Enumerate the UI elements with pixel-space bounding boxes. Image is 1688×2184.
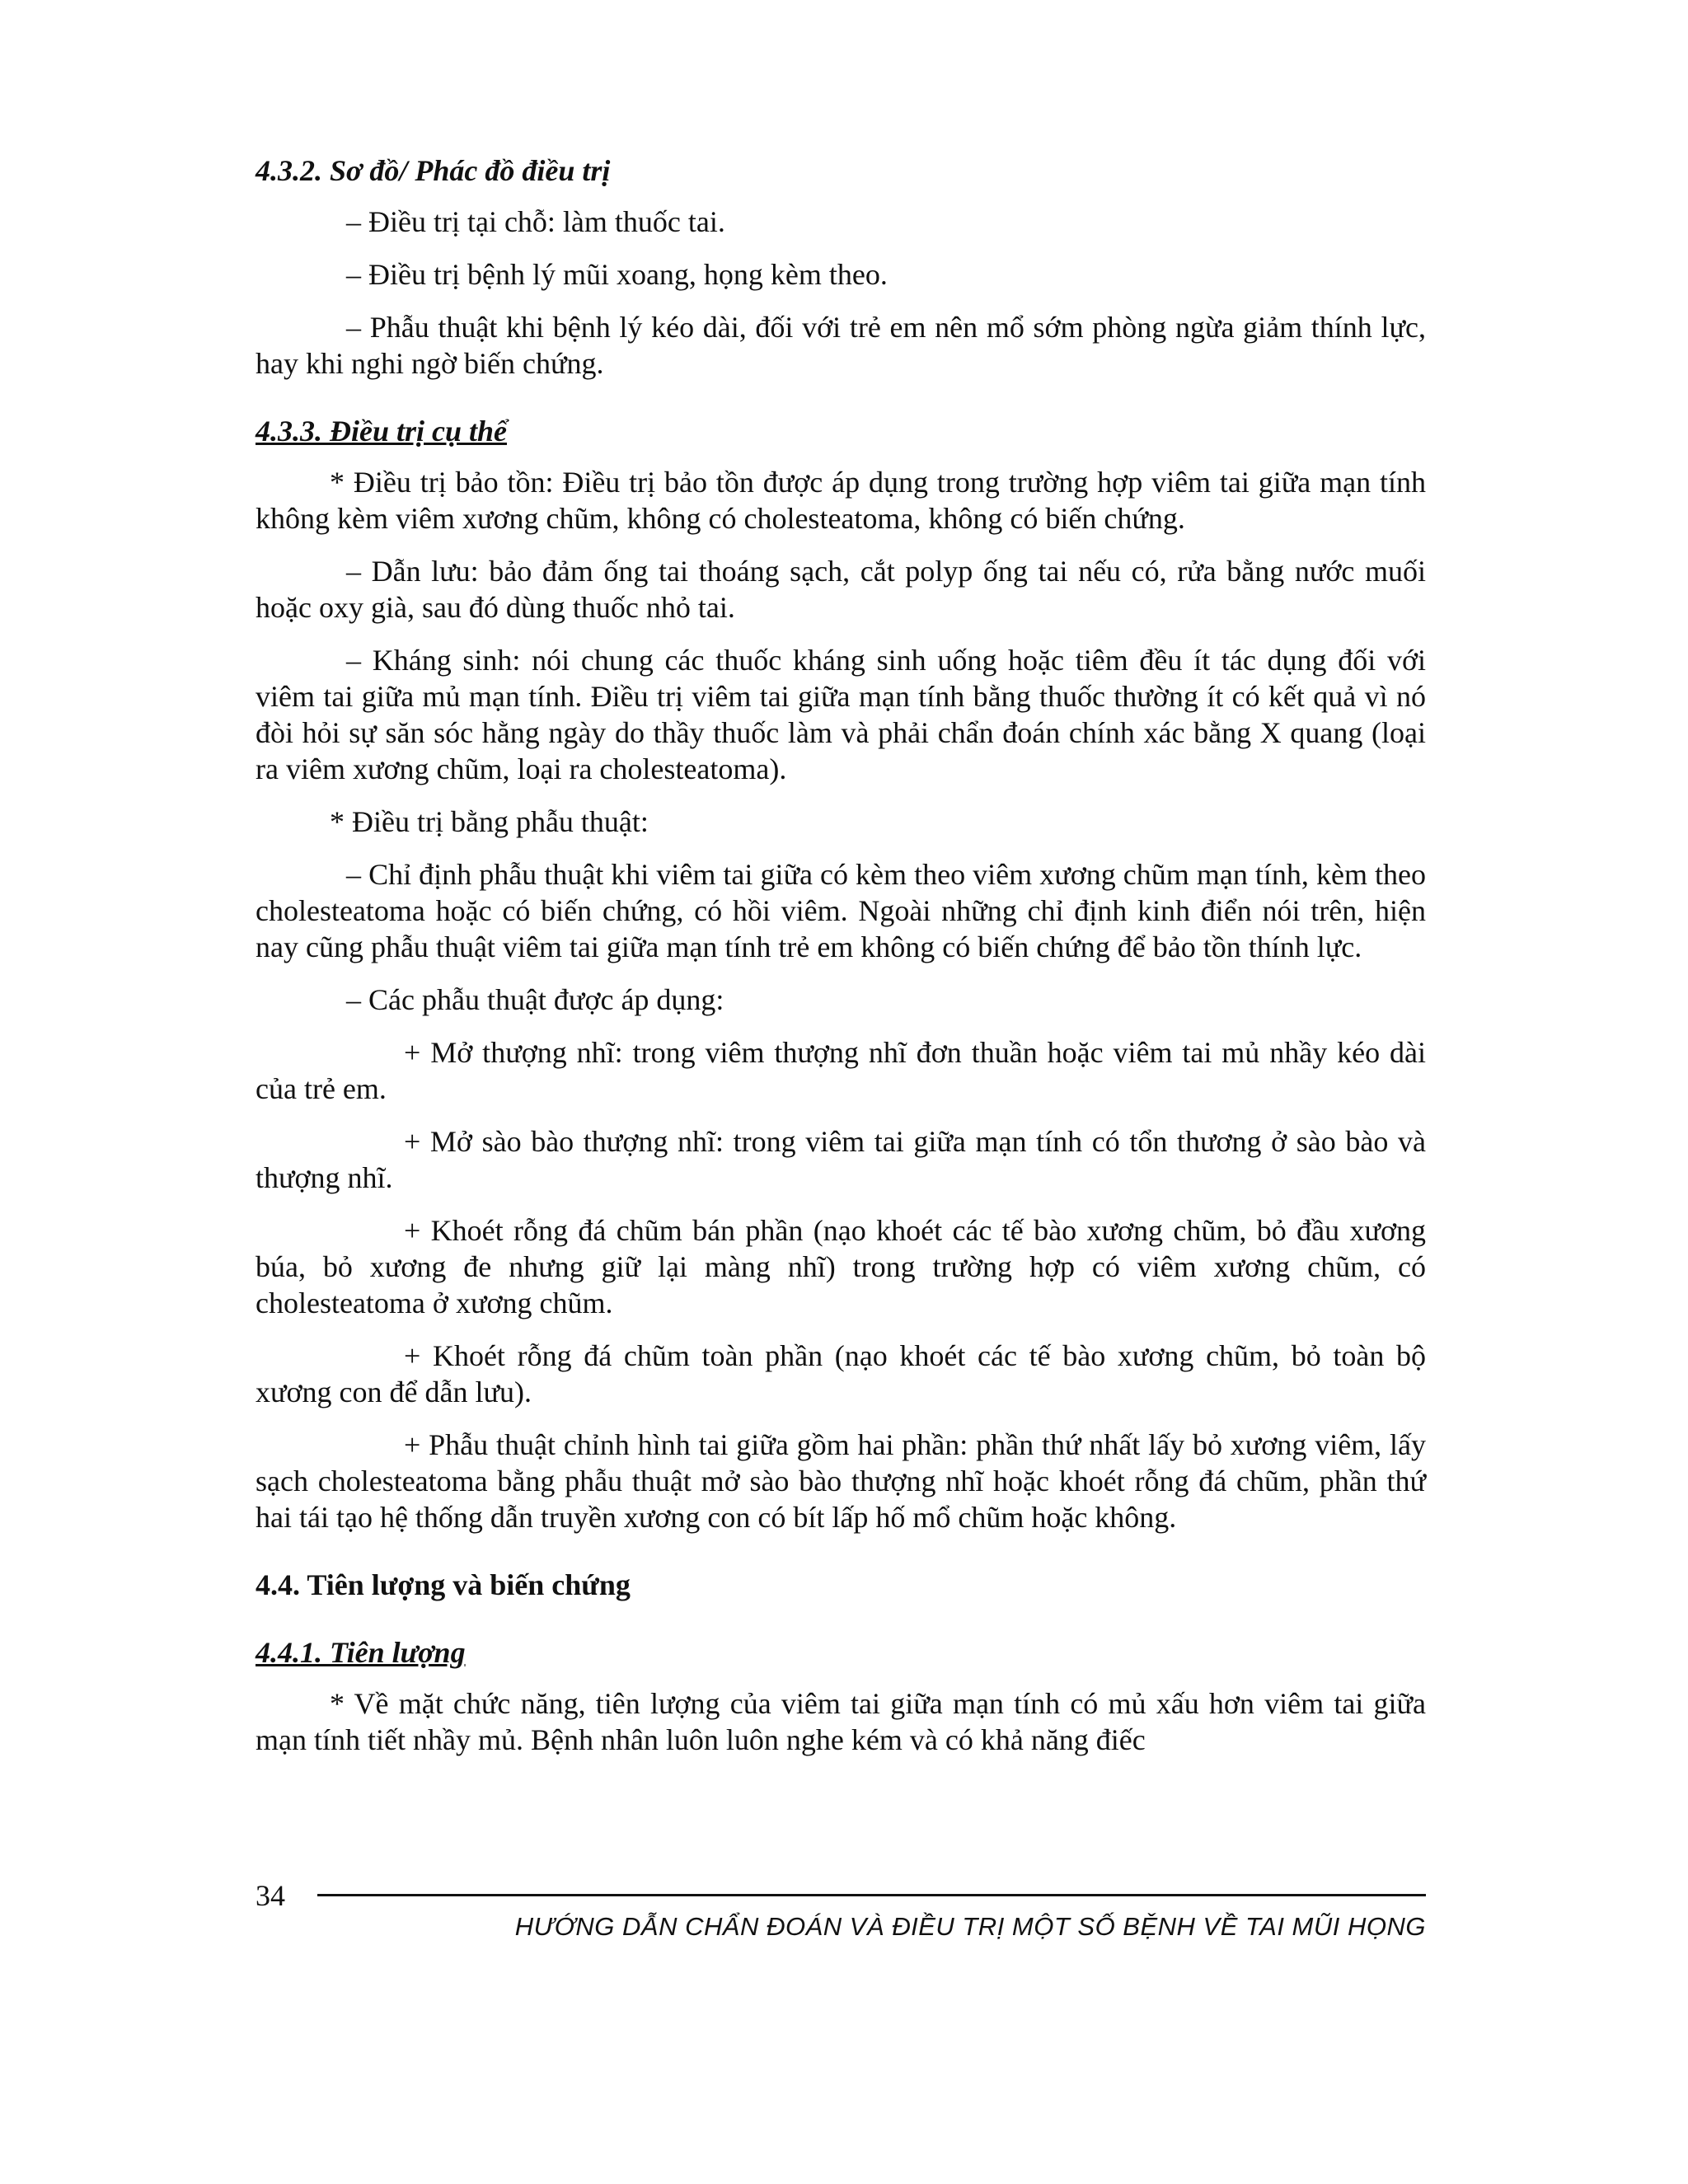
conservative-treatment-paragraph: * Điều trị bảo tồn: Điều trị bảo tồn được áp dụng trong trường hợp viêm tai giữa mạn tính không kèm viêm xương chũm, không có cholesteatoma, không có biến chứng. <box>256 466 1426 535</box>
footer-book-title: HƯỚNG DẪN CHẨN ĐOÁN VÀ ĐIỀU TRỊ MỘT SỐ BỆNH VỀ TAI MŨI HỌNG <box>514 1912 1426 1941</box>
list-item: + Phẫu thuật chỉnh hình tai giữa gồm hai phần: phần thứ nhất lấy bỏ xương viêm, lấy sạch cholesteatoma bằng phẫu thuật mở sào bào thượng nhĩ hoặc khoét rỗng đá chũm, phần thứ hai tái tạo hệ thống dẫn truyền xương con có bít lấp hố mổ chũm hoặc không. <box>256 1428 1426 1534</box>
heading-4-3-3: 4.3.3. Điều trị cụ thể <box>256 415 508 448</box>
list-item: – Điều trị tại chỗ: làm thuốc tai. <box>346 205 725 238</box>
list-item: + Khoét rỗng đá chũm toàn phần (nạo khoét các tế bào xương chũm, bỏ toàn bộ xương con để dẫn lưu). <box>256 1339 1426 1408</box>
list-item: + Mở sào bào thượng nhĩ: trong viêm tai giữa mạn tính có tổn thương ở sào bào và thượng nhĩ. <box>256 1125 1426 1194</box>
list-item: + Khoét rỗng đá chũm bán phần (nạo khoét các tế bào xương chũm, bỏ đầu xương búa, bỏ xương đe nhưng giữ lại màng nhĩ) trong trường hợp có viêm xương chũm, có cholesteatoma ở xương chũm. <box>256 1214 1426 1319</box>
antibiotics-paragraph: – Kháng sinh: nói chung các thuốc kháng sinh uống hoặc tiêm đều ít tác dụng đối với viêm tai giữa mủ mạn tính. Điều trị viêm tai giữa mạn tính bằng thuốc thường ít có kết quả vì nó đòi hỏi sự săn sóc hằng ngày do thầy thuốc làm và phải chẩn đoán chính xác bằng X quang (loại ra viêm xương chũm, loại ra cholesteatoma). <box>256 644 1426 785</box>
page-number: 34 <box>256 1879 285 1912</box>
surgery-types-intro: – Các phẫu thuật được áp dụng: <box>346 983 724 1016</box>
list-item: + Mở thượng nhĩ: trong viêm thượng nhĩ đơn thuần hoặc viêm tai mủ nhầy kéo dài của trẻ em. <box>256 1036 1426 1105</box>
drainage-paragraph: – Dẫn lưu: bảo đảm ống tai thoáng sạch, cắt polyp ống tai nếu có, rửa bằng nước muối hoặc oxy già, sau đó dùng thuốc nhỏ tai. <box>256 555 1426 624</box>
prognosis-paragraph: * Về mặt chức năng, tiên lượng của viêm tai giữa mạn tính có mủ xấu hơn viêm tai giữa mạn tính tiết nhầy mủ. Bệnh nhân luôn luôn nghe kém và có khả năng điếc <box>256 1687 1426 1756</box>
list-item: – Điều trị bệnh lý mũi xoang, họng kèm theo. <box>346 258 888 291</box>
heading-4-3-2: 4.3.2. Sơ đồ/ Phác đồ điều trị <box>256 154 611 187</box>
footer-divider <box>317 1894 1426 1896</box>
list-item: – Phẫu thuật khi bệnh lý kéo dài, đối với trẻ em nên mổ sớm phòng ngừa giảm thính lực, hay khi nghi ngờ biến chứng. <box>256 311 1426 380</box>
surgery-intro: * Điều trị bằng phẫu thuật: <box>330 805 649 838</box>
page-body <box>256 152 1426 1758</box>
surgery-indication-paragraph: – Chỉ định phẫu thuật khi viêm tai giữa có kèm theo viêm xương chũm mạn tính, kèm theo cholesteatoma hoặc có biến chứng, có hồi viêm. Ngoài những chỉ định kinh điển nói trên, hiện nay cũng phẫu thuật viêm tai giữa mạn tính trẻ em không có biến chứng để bảo tồn thính lực. <box>256 858 1426 963</box>
heading-4-4: 4.4. Tiên lượng và biến chứng <box>256 1568 631 1601</box>
heading-4-4-1: 4.4.1. Tiên lượng <box>256 1636 466 1669</box>
